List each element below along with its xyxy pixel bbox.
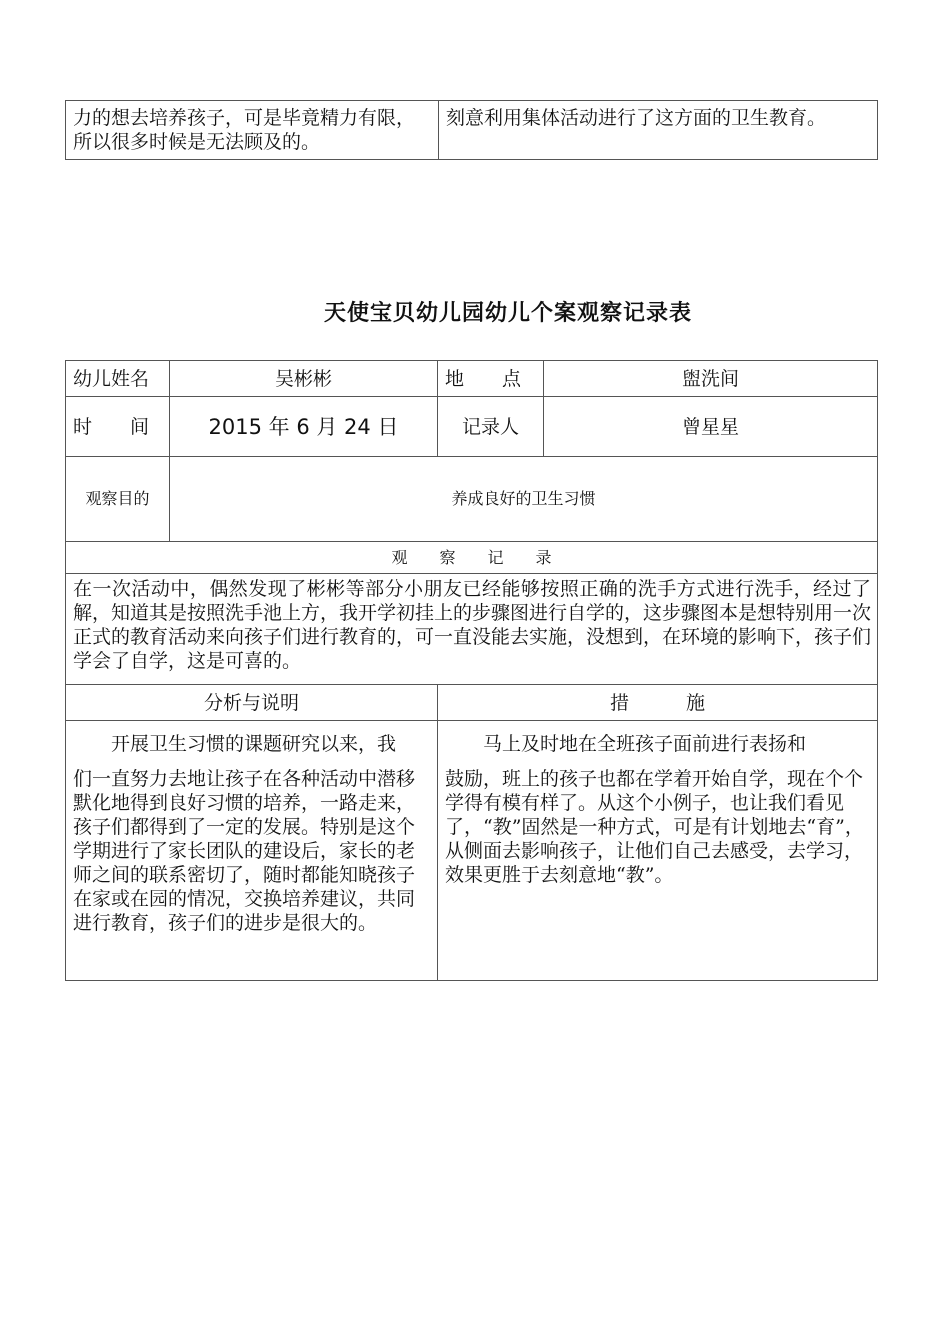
recorder-label: 记录人	[438, 397, 544, 457]
place-label: 地 点	[438, 361, 544, 397]
analysis-first-line: 开展卫生习惯的课题研究以来，我	[111, 733, 397, 755]
page-title: 天使宝贝幼儿园幼儿个案观察记录表	[323, 300, 692, 326]
analysis-cell	[66, 721, 438, 981]
measures-header: 措 施	[438, 685, 878, 721]
analysis-header: 分析与说明	[66, 685, 438, 721]
purpose-value: 养成良好的卫生习惯	[170, 457, 878, 542]
analysis-body: 们一直努力去地让孩子在各种活动中潜移默化地得到良好习惯的培养，一路走来，孩子们都得到了一定的发展。特别是这个学期进行了家长团队的建设后，家长的老师之间的联系密切了，随时都能知晓孩子在家或在园的情况，交换培养建议，共同进行教育，孩子们的进步是很大的。	[73, 768, 416, 934]
recorder-value: 曾星星	[544, 397, 878, 457]
observation-form	[65, 360, 878, 981]
record-header: 观 察 记 录	[66, 542, 878, 574]
continued-right-cell: 刻意利用集体活动进行了这方面的卫生教育。	[439, 101, 878, 160]
name-label: 幼儿姓名	[66, 361, 170, 397]
measures-body: 鼓励，班上的孩子也都在学着开始自学，现在个个学得有模有样了。从这个小例子，也让我们看见了，“教”固然是一种方式，可是有计划地去“育”，从侧面去影响孩子，让他们自己去感受，去学习，效果更胜于去刻意地“教”。	[445, 768, 864, 886]
continued-table	[65, 100, 878, 160]
place-value: 盥洗间	[544, 361, 878, 397]
time-value: 2015 年 6 月 24 日	[170, 397, 438, 457]
measures-first-line: 马上及时地在全班孩子面前进行表扬和	[483, 733, 807, 755]
measures-cell	[438, 721, 878, 981]
time-label: 时 间	[66, 397, 170, 457]
name-value: 吴彬彬	[170, 361, 438, 397]
record-text: 在一次活动中，偶然发现了彬彬等部分小朋友已经能够按照正确的洗手方式进行洗手，经过了解，知道其是按照洗手池上方，我开学初挂上的步骤图进行自学的，这步骤图本是想特别用一次正式的教育活动来向孩子们进行教育的，可一直没能去实施，没想到，在环境的影响下，孩子们学会了自学，这是可喜的。	[66, 574, 878, 685]
purpose-label: 观察目的	[66, 457, 170, 542]
continued-left-cell: 力的想去培养孩子，可是毕竟精力有限，所以很多时候是无法顾及的。	[66, 101, 439, 160]
